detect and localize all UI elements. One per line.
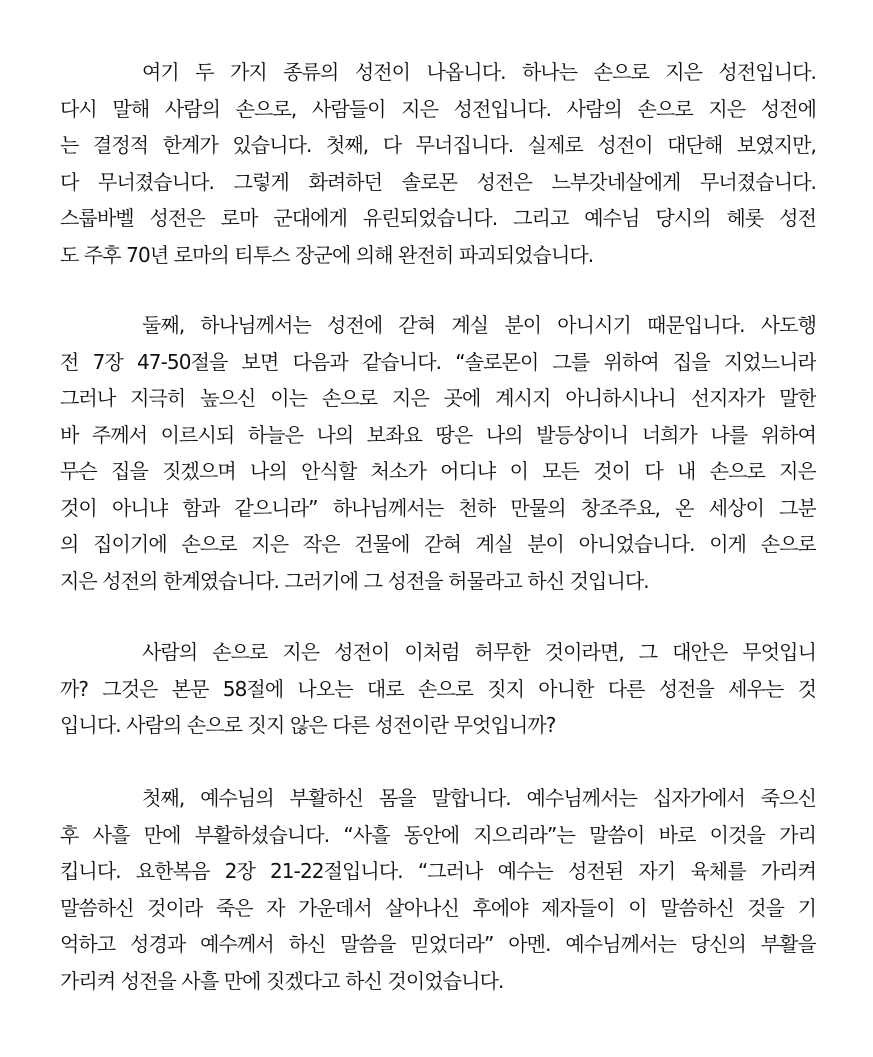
text-line: 는 결정적 한계가 있습니다. 첫째, 다 무너집니다. 실제로 성전이 대단해 보였지만, bbox=[60, 133, 816, 157]
text-line: 까? 그것은 본문 58절에 나오는 대로 손으로 짓지 아니한 다른 성전을 세우는 것 bbox=[60, 676, 816, 701]
text-line: 억하고 성경과 예수께서 하신 말씀을 믿었더라” 아멘. 예수님께서는 당신의 부활을 bbox=[60, 932, 816, 956]
text-line: 입니다. 사람의 손으로 짓지 않은 다른 성전이란 무엇입니까? bbox=[60, 713, 556, 737]
paragraph-1 bbox=[60, 54, 816, 273]
text-line: 스룹바벨 성전은 로마 군대에게 유린되었습니다. 그리고 예수님 당시의 헤롯 성전 bbox=[60, 206, 816, 230]
text-line: 전 7장 47-50절을 보면 다음과 같습니다. “솔로몬이 그를 위하여 집을 지었느니라 bbox=[60, 349, 816, 374]
text-line: 그러나 지극히 높으신 이는 손으로 지은 곳에 계시지 아니하시나니 선지자가 말한 bbox=[60, 386, 816, 410]
text-line: 다시 말해 사람의 손으로, 사람들이 지은 성전입니다. 사람의 손으로 지은 성전에 bbox=[60, 96, 816, 121]
text-line: 사람의 손으로 지은 성전이 이처럼 허무한 것이라면, 그 대안은 무엇입니 bbox=[142, 640, 816, 664]
text-line: 지은 성전의 한계였습니다. 그러기에 그 성전을 허물라고 하신 것입니다. bbox=[60, 568, 649, 593]
text-line: 가리켜 성전을 사흘 만에 짓겠다고 하신 것이었습니다. bbox=[60, 968, 504, 993]
text-line: 무슨 집을 짓겠으며 나의 안식할 처소가 어디냐 이 모든 것이 다 내 손으로 지은 bbox=[60, 459, 816, 483]
text-line: 도 주후 70년 로마의 티투스 장군에 의해 완전히 파괴되었습니다. bbox=[60, 242, 594, 267]
text-line: 킵니다. 요한복음 2장 21-22절입니다. “그러나 예수는 성전된 자기 육체를 가리켜 bbox=[60, 859, 816, 883]
text-line: 여기 두 가지 종류의 성전이 나옵니다. 하나는 손으로 지은 성전입니다. bbox=[142, 60, 816, 84]
paragraph-2 bbox=[60, 307, 816, 599]
text-line: 것이 아니냐 함과 같으니라” 하나님께서는 천하 만물의 창조주요, 온 세상이 그분 bbox=[60, 495, 816, 520]
text-line: 다 무너졌습니다. 그렇게 화려하던 솔로몬 성전은 느부갓네살에게 무너졌습니다. bbox=[60, 169, 816, 194]
paragraph-4 bbox=[60, 780, 816, 999]
paragraph-3 bbox=[60, 634, 816, 744]
text-line: 후 사흘 만에 부활하셨습니다. “사흘 동안에 지으리라”는 말씀이 바로 이것을 가리 bbox=[60, 822, 816, 847]
text-line: 둘째, 하나님께서는 성전에 갇혀 계실 분이 아니시기 때문입니다. 사도행 bbox=[142, 313, 816, 337]
text-line: 첫째, 예수님의 부활하신 몸을 말합니다. 예수님께서는 십자가에서 죽으신 bbox=[142, 786, 816, 810]
text-line: 의 집이기에 손으로 지은 작은 건물에 갇혀 계실 분이 아니었습니다. 이게 손으로 bbox=[60, 532, 816, 556]
text-line: 말씀하신 것이라 죽은 자 가운데서 살아나신 후에야 제자들이 이 말씀하신 것을 기 bbox=[60, 895, 816, 920]
text-line: 바 주께서 이르시되 하늘은 나의 보좌요 땅은 나의 발등상이니 너희가 나를 위하여 bbox=[60, 422, 816, 447]
